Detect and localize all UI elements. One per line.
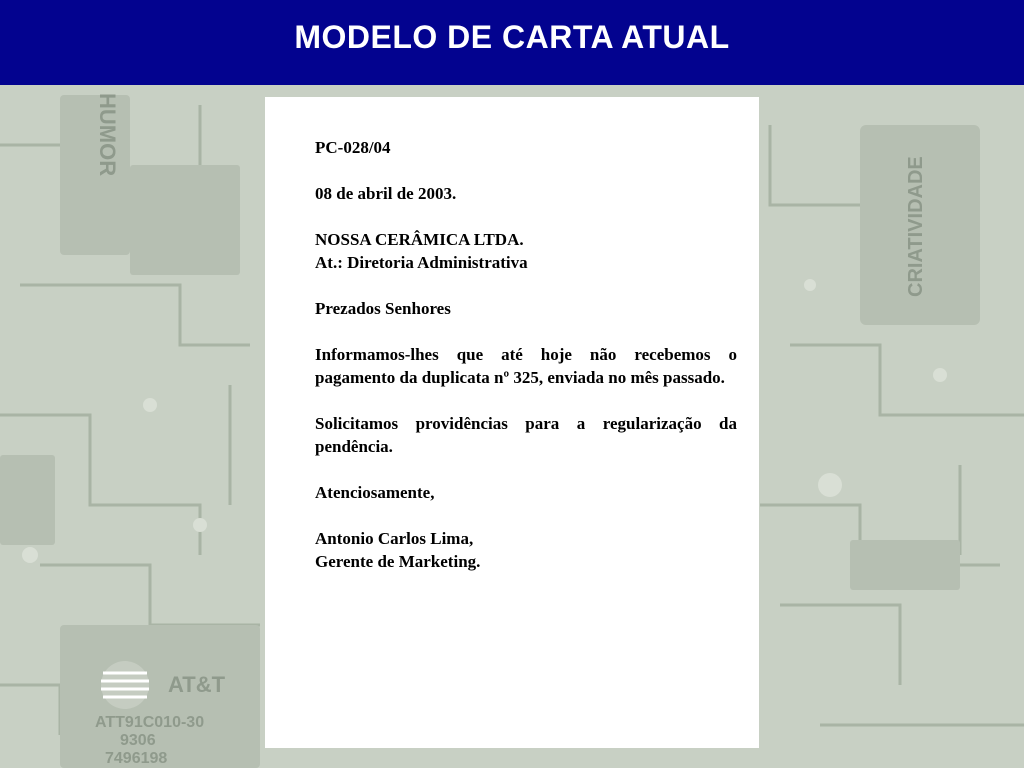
chip-code-1: ATT91C010-30 [95, 714, 205, 731]
letter-body [315, 136, 737, 596]
letter-closing: Atenciosamente, [315, 483, 435, 502]
criatividade-label: CRIATIVIDADE [905, 156, 927, 297]
letter-recipient [315, 228, 737, 274]
signature-name: Antonio Carlos Lima, [315, 529, 474, 548]
letter-signature [315, 527, 737, 573]
humor-label: HUMOR [95, 93, 120, 177]
recipient-attention: At.: Diretoria Administrativa [315, 253, 528, 272]
letter-salutation: Prezados Senhores [315, 299, 451, 318]
slide-title: MODELO DE CARTA ATUAL [294, 19, 730, 55]
letter-paragraph-1: Informamos-lhes que até hoje não recebemos o pagamento da duplicata nº 325, enviada no mês passado. [315, 345, 737, 387]
letter-reference: PC-028/04 [315, 138, 391, 157]
recipient-company: NOSSA CERÂMICA LTDA. [315, 230, 524, 249]
att-globe-icon [101, 661, 149, 709]
letter-date: 08 de abril de 2003. [315, 184, 457, 203]
slide-header [0, 0, 1024, 85]
chip-brand-label: AT&T [168, 672, 226, 697]
letter-paragraph-2: Solicitamos providências para a regularização da pendência. [315, 414, 737, 456]
chip-code-2: 9306 [120, 732, 156, 749]
signature-title: Gerente de Marketing. [315, 552, 481, 571]
chip-code-3: 7496198 [105, 750, 168, 767]
